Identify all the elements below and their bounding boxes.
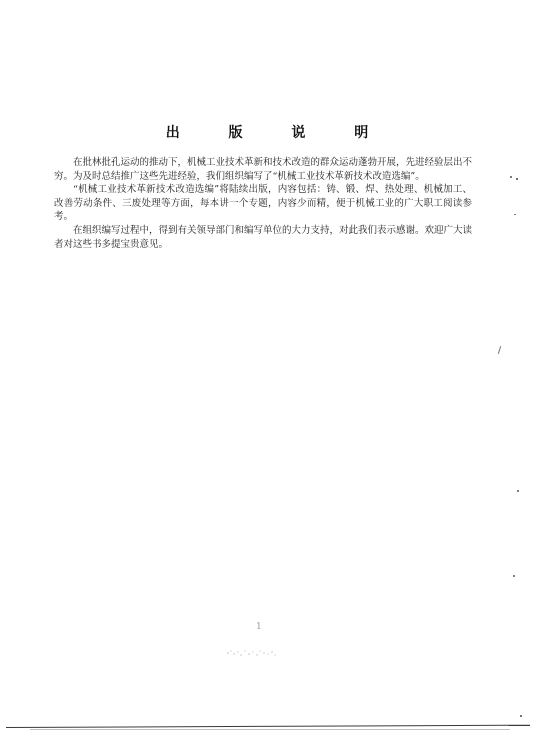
paragraph-2: “机械工业技术革新技术改造选编”将陆续出版，内容包括：铸、锻、焊、热处理、机械加工、改善劳动条件、三废处理等方面，每本讲一个专题，内容少而精，便于机械工业的广大职工阅读参考。	[54, 184, 472, 223]
page-number: 1	[256, 622, 263, 632]
faded-stamp-mark	[222, 645, 282, 659]
page-title: 出 版 说 明	[165, 125, 391, 141]
scan-speck	[513, 575, 515, 577]
page-bottom-edge-shadow	[30, 729, 510, 730]
scan-speck	[520, 715, 522, 717]
paragraph-3: 在组织编写过程中，得到有关领导部门和编写单位的大力支持，对此我们表示感谢。欢迎广大读者对这些书多提宝贵意见。	[54, 224, 473, 250]
paragraph-1: 在批林批孔运动的推动下，机械工业技术革新和技术改造的群众运动蓬勃开展，先进经验层出不穷。为及时总结推广这些先进经验，我们组织编写了“机械工业技术革新技术改造选编”。	[54, 157, 473, 182]
scan-speck	[517, 490, 519, 492]
scan-speck	[514, 214, 516, 215]
body-text	[54, 156, 472, 251]
scan-speck	[510, 176, 512, 178]
scan-scratch	[498, 346, 501, 354]
page-bottom-edge	[6, 725, 530, 728]
scan-speck	[516, 178, 518, 180]
